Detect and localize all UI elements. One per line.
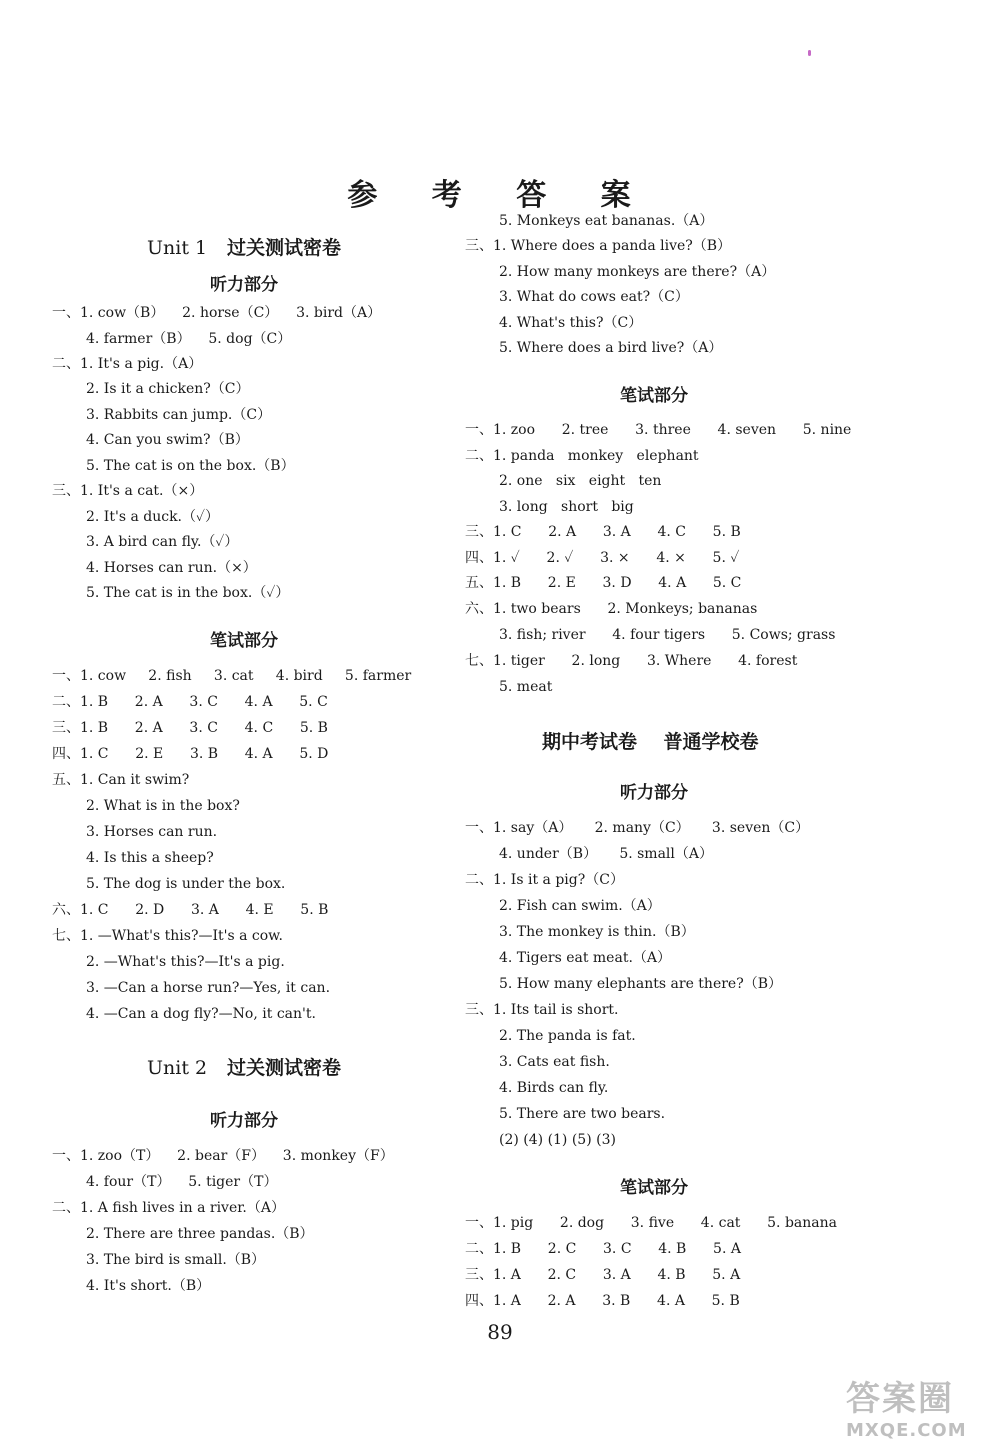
watermark-logo — [846, 1371, 996, 1443]
answer-line: 三、1. C 2. A 3. A 4. C 5. B — [465, 524, 741, 540]
answer-line: 五、1. Can it swim? — [52, 772, 190, 788]
answer-line: 七、1. tiger 2. long 3. Where 4. forest — [465, 653, 798, 669]
unit-title: 期中考试卷 普通学校卷 — [542, 731, 759, 753]
answer-line: 5. The cat is on the box.（B） — [86, 458, 295, 474]
answer-line: 2. How many monkeys are there?（A） — [499, 264, 776, 280]
answer-line: 3. The monkey is thin.（B） — [499, 924, 695, 940]
answer-line: 3. —Can a horse run?—Yes, it can. — [86, 980, 331, 996]
answer-line: 3. long short big — [499, 499, 634, 515]
answer-line: 4. It's short.（B） — [86, 1278, 211, 1294]
color-mark — [808, 50, 811, 56]
answer-line: 六、1. two bears 2. Monkeys; bananas — [465, 601, 758, 617]
answer-line: 5. Monkeys eat bananas.（A） — [499, 213, 714, 229]
answer-line: 二、1. B 2. A 3. C 4. A 5. C — [52, 694, 328, 710]
answer-line: 四、1. ✓ 2. ✓ 3. × 4. × 5. ✓ — [465, 550, 740, 566]
answer-line: 3. A bird can fly.（✓） — [86, 534, 239, 550]
section-heading: 笔试部分 — [210, 631, 278, 651]
answer-line: 5. Where does a bird live?（A） — [499, 340, 723, 356]
answer-line: 一、1. say（A） 2. many（C） 3. seven（C） — [465, 820, 810, 836]
unit-title: 过关测试密卷 — [226, 1057, 341, 1079]
page-number: 89 — [487, 1320, 513, 1344]
answer-line: 4. Can you swim?（B） — [86, 432, 249, 448]
answer-line: 2. Is it a chicken?（C） — [86, 381, 250, 397]
section-heading: 笔试部分 — [620, 386, 688, 406]
answer-line: 七、1. —What's this?—It's a cow. — [52, 928, 283, 944]
answer-line: 4. Horses can run.（×） — [86, 560, 257, 576]
unit-heading — [147, 233, 341, 260]
answer-line: 四、1. A 2. A 3. B 4. A 5. B — [465, 1293, 740, 1309]
unit-label: Unit 1 — [147, 237, 208, 259]
page-title: 参 考 答 案 — [347, 178, 653, 213]
answer-line: 3. Cats eat fish. — [499, 1054, 610, 1070]
answer-line: 4. Tigers eat meat.（A） — [499, 950, 671, 966]
answer-line: 二、1. A fish lives in a river.（A） — [52, 1200, 285, 1216]
answer-line: 4. —Can a dog fly?—No, it can't. — [86, 1006, 316, 1022]
section-heading: 听力部分 — [210, 1111, 278, 1131]
unit-heading — [542, 727, 758, 754]
answer-line: 3. Rabbits can jump.（C） — [86, 407, 272, 423]
answer-line: 二、1. panda monkey elephant — [465, 448, 699, 464]
unit-label: Unit 2 — [147, 1057, 208, 1079]
section-heading: 听力部分 — [620, 783, 688, 803]
watermark-url: MXQE.COM — [846, 1420, 967, 1441]
answer-line: 2. It's a duck.（✓） — [86, 509, 220, 525]
answer-line: 一、1. zoo 2. tree 3. three 4. seven 5. nine — [465, 422, 852, 438]
answer-line: 三、1. It's a cat.（×） — [52, 483, 204, 499]
answer-line: 一、1. pig 2. dog 3. five 4. cat 5. banana — [465, 1215, 837, 1231]
answer-line: 5. There are two bears. — [499, 1106, 666, 1122]
answer-line: 2. The panda is fat. — [499, 1028, 636, 1044]
answer-line: 4. Is this a sheep? — [86, 850, 214, 866]
answer-line: 二、1. B 2. C 3. C 4. B 5. A — [465, 1241, 741, 1257]
answer-line: 一、1. cow 2. fish 3. cat 4. bird 5. farmer — [52, 668, 412, 684]
answer-line: 4. four（T） 5. tiger（T） — [86, 1174, 278, 1190]
answer-line: 六、1. C 2. D 3. A 4. E 5. B — [52, 902, 329, 918]
watermark-text: 答案圈 — [846, 1379, 954, 1419]
answer-line: 5. The dog is under the box. — [86, 876, 286, 892]
unit-heading — [147, 1053, 341, 1080]
answer-line: 3. Horses can run. — [86, 824, 218, 840]
answer-line: 四、1. C 2. E 3. B 4. A 5. D — [52, 746, 329, 762]
answer-line: 2. —What's this?—It's a pig. — [86, 954, 285, 970]
unit-title: 过关测试密卷 — [226, 237, 341, 259]
answer-line: 2. There are three pandas.（B） — [86, 1226, 314, 1242]
answer-line: 2. one six eight ten — [499, 473, 662, 489]
answer-line: 5. How many elephants are there?（B） — [499, 976, 783, 992]
answer-line: 三、1. Its tail is short. — [465, 1002, 619, 1018]
answer-line: 3. What do cows eat?（C） — [499, 289, 689, 305]
answer-line: 一、1. cow（B） 2. horse（C） 3. bird（A） — [52, 305, 382, 321]
answer-line: 2. What is in the box? — [86, 798, 240, 814]
answer-line: 一、1. zoo（T） 2. bear（F） 3. monkey（F） — [52, 1148, 394, 1164]
section-heading: 听力部分 — [210, 275, 278, 295]
answer-line: 4. farmer（B） 5. dog（C） — [86, 331, 292, 347]
answer-line: 二、1. It's a pig.（A） — [52, 356, 203, 372]
answer-line: 4. Birds can fly. — [499, 1080, 609, 1096]
answer-line: 三、1. Where does a panda live?（B） — [465, 238, 732, 254]
section-heading: 笔试部分 — [620, 1178, 688, 1198]
answer-line: 5. meat — [499, 679, 553, 695]
answer-line: 三、1. B 2. A 3. C 4. C 5. B — [52, 720, 328, 736]
answer-line: 3. fish; river 4. four tigers 5. Cows; grass — [499, 627, 836, 643]
answer-line: 4. under（B） 5. small（A） — [499, 846, 713, 862]
answer-line: 二、1. Is it a pig?（C） — [465, 872, 624, 888]
answer-line: 三、1. A 2. C 3. A 4. B 5. A — [465, 1267, 741, 1283]
answer-line: 4. What's this?（C） — [499, 315, 643, 331]
answer-line: 五、1. B 2. E 3. D 4. A 5. C — [465, 575, 742, 591]
answer-line: (2) (4) (1) (5) (3) — [499, 1132, 616, 1148]
answer-line: 5. The cat is in the box.（✓） — [86, 585, 290, 601]
answer-line: 2. Fish can swim.（A） — [499, 898, 661, 914]
answer-line: 3. The bird is small.（B） — [86, 1252, 266, 1268]
